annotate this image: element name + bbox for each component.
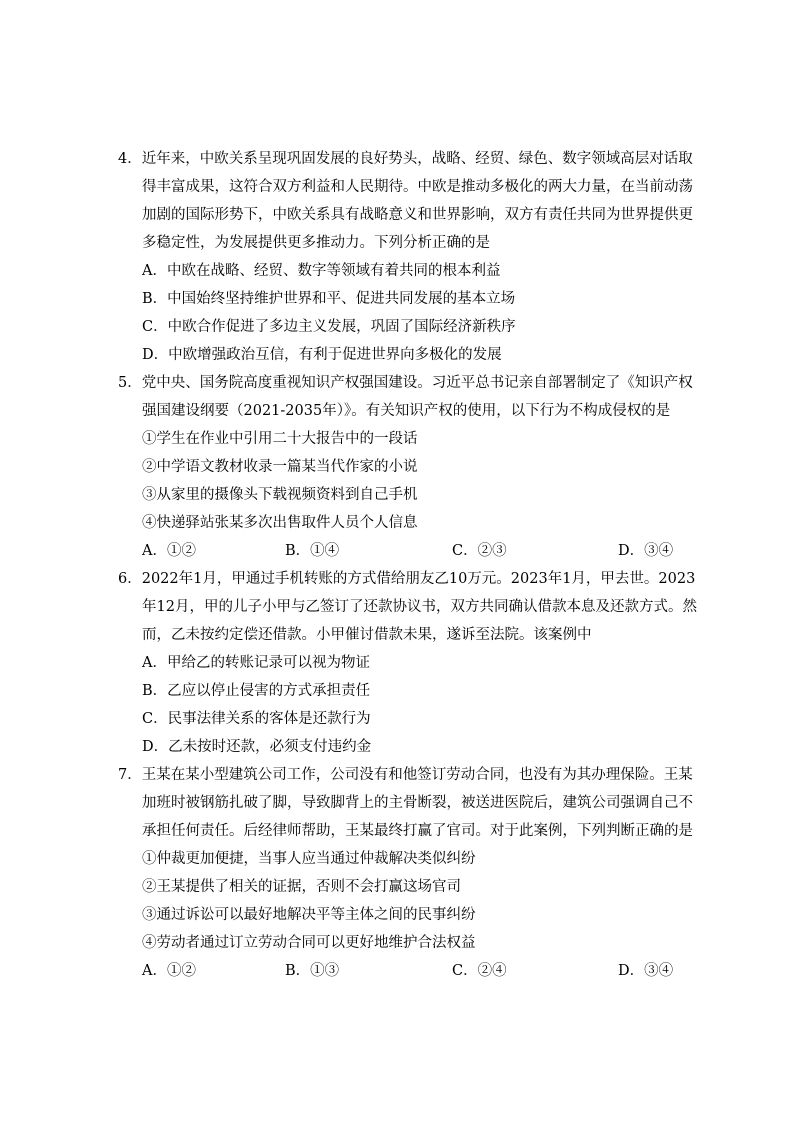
option-a: A．中欧在战略、经贸、数字等领域有着共同的根本利益: [142, 263, 501, 279]
answer-choices: [142, 537, 684, 565]
question-stem: [118, 145, 693, 173]
question-stem: [118, 761, 693, 789]
option-c: C．中欧合作促进了多边主义发展，巩固了国际经济新秩序: [142, 319, 516, 335]
choice-a: A．①②: [142, 543, 196, 559]
option-d: D．中欧增强政治互信，有利于促进世界向多极化的发展: [142, 347, 502, 363]
statement-1: ①仲裁更加便捷，当事人应当通过仲裁解决类似纠纷: [142, 851, 476, 867]
option-c: C．民事法律关系的客体是还款行为: [142, 711, 371, 727]
statement-1: ①学生在作业中引用二十大报告中的一段话: [142, 431, 418, 447]
choice-d: D．③④: [618, 543, 674, 559]
statement-2: ②中学语文教材收录一篇某当代作家的小说: [142, 459, 418, 475]
statement-3: ③通过诉讼可以最好地解决平等主体之间的民事纠纷: [142, 907, 476, 923]
choice-d: D．③④: [618, 963, 674, 979]
question-number: 5．: [118, 375, 142, 391]
stem-line: 加班时被钢筋扎破了脚，导致脚背上的主骨断裂，被送进医院后，建筑公司强调自己不: [142, 795, 693, 811]
question-number: 4．: [118, 151, 142, 167]
choice-c: C．②③: [452, 543, 507, 559]
choice-a: A．①②: [142, 963, 196, 979]
stem-line: 年12月，甲的儿子小甲与乙签订了还款协议书，双方共同确认借款本息及还款方式。然: [142, 599, 697, 615]
stem-line: 得丰富成果，这符合双方利益和人民期待。中欧是推动多极化的两大力量，在当前动荡: [142, 179, 693, 195]
stem-line: 多稳定性，为发展提供更多推动力。下列分析正确的是: [142, 235, 490, 251]
statement-4: ④劳动者通过订立劳动合同可以更好地维护合法权益: [142, 935, 476, 951]
stem-line: 加剧的国际形势下，中欧关系具有战略意义和世界影响，双方有责任共同为世界提供更: [142, 207, 693, 223]
stem-line: 2022年1月，甲通过手机转账的方式借给朋友乙10万元。2023年1月，甲去世。2023: [141, 571, 696, 587]
choice-b: B．①④: [285, 543, 340, 559]
option-b: B．乙应以停止侵害的方式承担责任: [142, 683, 371, 699]
stem-line: 强国建设纲要（2021-2035年）》。有关知识产权的使用，以下行为不构成侵权的是: [142, 403, 671, 419]
choice-b: B．①③: [285, 963, 340, 979]
stem-line: 王某在某小型建筑公司工作，公司没有和他签订劳动合同，也没有为其办理保险。王某: [141, 767, 693, 783]
answer-choices: [142, 957, 684, 985]
statement-2: ②王某提供了相关的证据，否则不会打赢这场官司: [142, 879, 461, 895]
question-number: 6．: [118, 571, 142, 587]
option-d: D．乙未按时还款，必须支付违约金: [142, 739, 372, 755]
option-a: A．甲给乙的转账记录可以视为物证: [142, 655, 370, 671]
question-number: 7．: [118, 767, 142, 783]
stem-line: 党中央、国务院高度重视知识产权强国建设。习近平总书记亲自部署制定了《知识产权: [141, 375, 693, 391]
statement-4: ④快递驿站张某多次出售取件人员个人信息: [142, 515, 418, 531]
stem-line: 而，乙未按约定偿还借款。小甲催讨借款未果，遂诉至法院。该案例中: [142, 627, 592, 643]
stem-line: 近年来，中欧关系呈现巩固发展的良好势头，战略、经贸、绿色、数字领域高层对话取: [141, 151, 693, 167]
question-stem: [118, 369, 693, 397]
question-stem: [118, 565, 695, 593]
choice-c: C．②④: [452, 963, 507, 979]
statement-3: ③从家里的摄像头下载视频资料到自己手机: [142, 487, 418, 503]
stem-line: 承担任何责任。后经律师帮助，王某最终打赢了官司。对于此案例，下列判断正确的是: [142, 823, 693, 839]
option-b: B．中国始终坚持维护世界和平、促进共同发展的基本立场: [142, 291, 516, 307]
